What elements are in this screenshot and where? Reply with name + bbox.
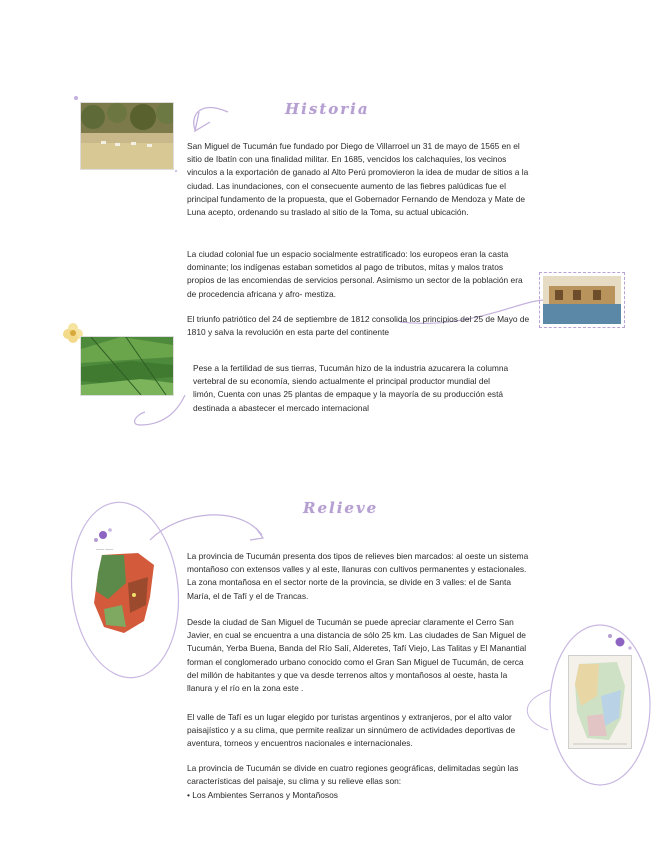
relieve-paragraph-1: La provincia de Tucumán presenta dos tipos de relieves bien marcados: al oeste un sistema montañoso con extensos valles y al este, llanuras con cultivos permanentes y estacionales. La zona montañosa en el sector norte de la provincia, se divide en 3 valles: el de Santa María, el de Tafí y el de Trancas. [187,551,529,601]
historia-paragraph-1: San Miguel de Tucumán fue fundado por Diego de Villarroel un 31 de mayo de 1565 en el sitio de Ibatín con una finalidad militar. En 1685, vencidos los calchaquíes, los vecinos vinculos a la exportación de ganado al Alto Perú promovieron la idea de mudar de sitios a la ciudad. Las inundaciones, con el consecuente aumento de las fiebres palúdicas fue el principal fundamento de la propuesta, que el Gobernador Fernando de Mendoza y Mate de Luna acepto, ordenando su traslado al sitio de la Toma, su actual ubicación. [187,141,529,218]
relieve-paragraph-3: El valle de Tafí es un lugar elegido por turistas argentinos y extranjeros, por el alto valor paisajístico y a su clima, que permite realizar un sinnúmero de actividades deportivas de aventura, torneos y encuentros nacionales e internacionales. [187,712,516,749]
historia-title: Historia [285,100,370,118]
colonial-image [543,276,621,324]
svg-text:—— ——: —— —— [96,546,114,551]
historia-paragraph-4: Pese a la fertilidad de sus tierras, Tucumán hizo de la industria azucarera la columna vertebral de su economía, siendo actualmente el principal productor mundial del limón, Cuenta con unas 25 plantas de empaque y la mayoría de su producción está destinada a abastecer el mercado internacional [193,363,509,413]
relieve-paragraph-2: Desde la ciudad de San Miguel de Tucumán se puede apreciar claramente el Cerro San Javier, en cual se encuentra a una distancia de sólo 25 km. Las ciudades de San Miguel de Tucumán, Yerba Buena, Banda del Río Salí, Alderetes, Tafí Viejo, Las Talitas y El Manantial forman el conglomerado urbano conocido como el Gran San Miguel de Tucumán, de cerca del millón de habitantes y que va desde terrenos altos y montañosos al oeste, hasta la llanura y el río en la zona este . [187,617,527,694]
green-fields-photo [80,336,174,396]
regions-map [568,655,632,749]
colonial-image-frame [539,272,625,328]
relieve-title: Relieve [303,499,379,517]
historia-paragraph-2: La ciudad colonial fue un espacio socialmente estratificado: los europeos eran la casta dominante; los indígenas estaban sometidos al pago de tributos, mitas y malos tratos propios de las encomiendas de servicios personal. Asimismo un sector de la población era de procedencia africana y afro- mestiza. [187,249,523,299]
relieve-paragraph-4: La provincia de Tucumán se divide en cuatro regiones geográficas, delimitadas según las características del paisaje, su clima y su relieve ellas son: [187,763,519,787]
tucuman-relief-map [88,543,160,635]
pasture-photo [80,102,174,170]
historia-paragraph-3: El triunfo patriótico del 24 de septiembre de 1812 consolida los principios del 25 de Mayo de 1810 y salva la revolución en esta parte del continente [187,314,530,338]
relieve-bullet-1: • Los Ambientes Serranos y Montañosos [187,790,338,800]
